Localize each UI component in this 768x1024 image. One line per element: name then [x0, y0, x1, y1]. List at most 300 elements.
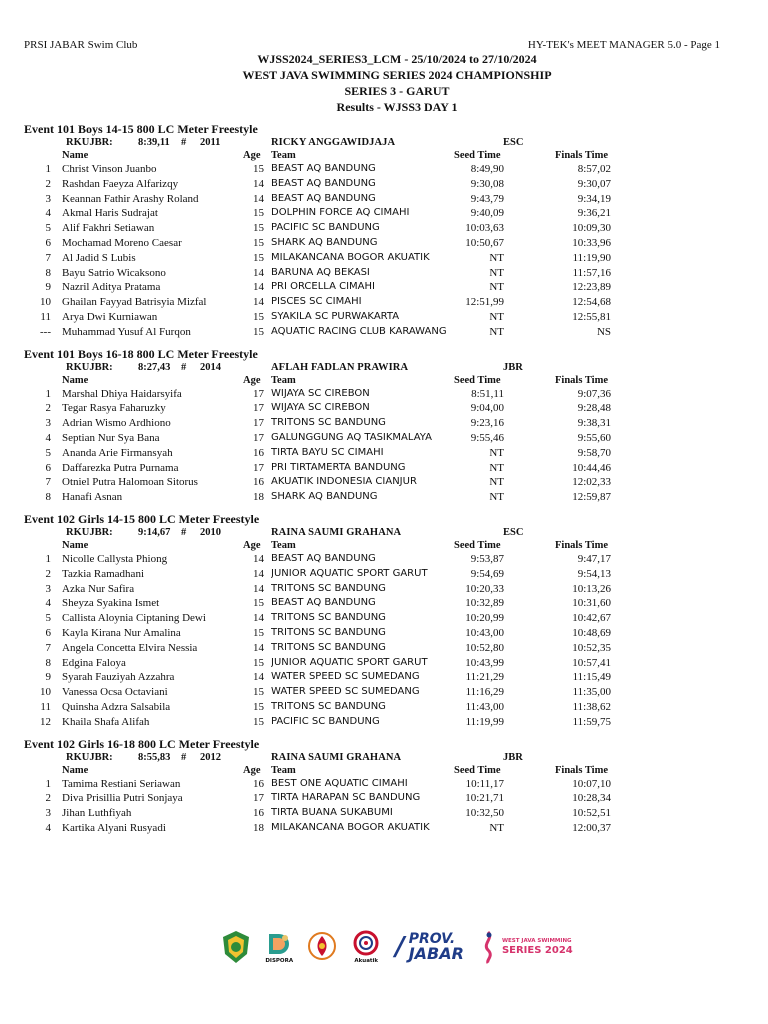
age: 15: [253, 597, 264, 610]
record-holder: RAINA SAUMI GRAHANA: [271, 751, 402, 763]
team: BEAST AQ BANDUNG: [271, 597, 376, 609]
place: 9: [45, 281, 51, 294]
result-row: [0, 612, 768, 627]
record-time: 8:39,11: [138, 137, 170, 148]
seed-time: 10:03,63: [465, 222, 504, 235]
swimmer-name: Jihan Luthfiyah: [62, 807, 132, 820]
result-row: [0, 671, 768, 686]
swimmer-name: Tegar Rasya Faharuzky: [62, 402, 166, 415]
prov-jabar-logo: [395, 932, 464, 962]
seed-time: NT: [489, 446, 504, 459]
swimmer-name: Nazril Aditya Pratama: [62, 281, 161, 294]
place: 2: [45, 567, 51, 580]
finals-time: 12:59,87: [572, 491, 611, 504]
swimmer-name: Christ Vinson Juanbo: [62, 163, 157, 175]
team-header: Team: [271, 150, 296, 161]
event-title: Event 102 Girls 16-18 800 LC Meter Freestyle: [24, 736, 260, 751]
age: 15: [253, 700, 264, 713]
place: 6: [45, 236, 51, 249]
team: GALUNGGUNG AQ TASIKMALAYA: [271, 431, 432, 443]
swimmer-name: Akmal Haris Sudrajat: [62, 207, 158, 220]
record-time: 8:27,43: [138, 361, 171, 373]
finals-time: 9:07,36: [577, 387, 611, 400]
place: 4: [45, 431, 51, 444]
age: 17: [253, 431, 264, 444]
finals-time: 9:36,21: [577, 207, 611, 220]
team: MILAKANCANA BOGOR AKUATIK: [271, 251, 430, 263]
seed-time: 9:43,79: [470, 192, 504, 205]
akuatik-indonesia-logo: [351, 930, 381, 964]
age-header: Age: [243, 374, 261, 386]
finals-time: 11:15,49: [572, 671, 611, 684]
result-row: [0, 491, 768, 506]
finals-time: 10:44,46: [572, 461, 611, 474]
finals-time: 9:38,31: [577, 417, 611, 430]
record-year: 2014: [200, 361, 221, 373]
seed-time: 9:40,09: [470, 207, 504, 220]
place: 3: [45, 582, 51, 595]
result-row: [0, 716, 768, 731]
team-header: Team: [271, 764, 296, 776]
record-club: ESC: [503, 137, 524, 148]
result-row: [0, 553, 768, 568]
team: JUNIOR AQUATIC SPORT GARUT: [271, 656, 428, 668]
record-club: JBR: [503, 751, 523, 763]
name-header: Name: [62, 150, 89, 161]
team: TRITONS SC BANDUNG: [271, 626, 386, 638]
team: SHARK AQ BANDUNG: [271, 491, 378, 503]
record-time: 8:55,83: [138, 751, 171, 763]
record-label: RKUJBR:: [66, 526, 113, 538]
age: 15: [253, 656, 264, 669]
team: BEST ONE AQUATIC CIMAHI: [271, 777, 408, 789]
seed-time: 11:43,00: [465, 700, 504, 713]
record-row: [0, 137, 768, 150]
swimmer-name: Arya Dwi Kurniawan: [62, 310, 158, 323]
jabar-provincial-emblem: [307, 931, 337, 963]
seed-time: 10:32,89: [465, 597, 504, 610]
age: 15: [253, 163, 264, 175]
record-time: 9:14,67: [138, 526, 171, 538]
swimmer-name: Nicolle Callysta Phiong: [62, 552, 168, 565]
place: 3: [45, 192, 51, 205]
event-block: [0, 121, 768, 341]
swimmer-name: Mochamad Moreno Caesar: [62, 236, 182, 249]
results-title: Results - WJSS3 DAY 1: [336, 100, 458, 114]
team: JUNIOR AQUATIC SPORT GARUT: [271, 567, 428, 579]
result-row: [0, 296, 768, 311]
team: BEAST AQ BANDUNG: [271, 177, 376, 189]
seed-time: 11:21,29: [465, 671, 504, 684]
swimmer-name: Azka Nur Safira: [62, 582, 135, 595]
result-row: [0, 311, 768, 326]
place: 3: [45, 807, 51, 820]
swimmer-name: Bayu Satrio Wicaksono: [62, 266, 166, 279]
age: 14: [253, 567, 264, 580]
team: TRITONS SC BANDUNG: [271, 700, 386, 712]
event-block: [0, 511, 768, 731]
finals-time: 11:57,16: [572, 266, 611, 279]
team: TRITONS SC BANDUNG: [271, 612, 386, 624]
seed-time: 12:51,99: [465, 296, 504, 309]
swimmer-name: Khaila Shafa Alifah: [62, 715, 150, 728]
result-row: [0, 792, 768, 807]
place: 3: [45, 417, 51, 430]
seed-time: NT: [489, 491, 504, 504]
place: 11: [40, 700, 51, 713]
seed-time: 9:54,69: [470, 567, 504, 580]
event-block: [0, 346, 768, 506]
record-row: [0, 752, 768, 765]
team: WATER SPEED SC SUMEDANG: [271, 671, 420, 683]
series-2024-logo: [478, 930, 573, 964]
finals-time: 8:57,02: [577, 163, 611, 175]
team-header: Team: [271, 539, 296, 551]
age: 16: [253, 777, 264, 790]
age: 17: [253, 461, 264, 474]
swimmer-name: Alif Fakhri Setiawan: [62, 222, 155, 235]
finals-time: 9:55,60: [577, 431, 611, 444]
result-row: [0, 207, 768, 222]
slash-mark-icon: /: [395, 932, 405, 962]
team: AQUATIC RACING CLUB KARAWANG: [271, 325, 447, 337]
seed-time: 11:19,99: [465, 715, 504, 728]
result-row: [0, 822, 768, 837]
record-row: [0, 362, 768, 375]
seed-time: NT: [489, 476, 504, 489]
result-row: [0, 657, 768, 672]
record-year: 2010: [200, 526, 221, 538]
seed-time: 10:43,99: [465, 656, 504, 669]
jabar-label: JABAR: [408, 944, 464, 963]
finals-time: 12:23,89: [572, 281, 611, 294]
finals-time: NS: [596, 325, 611, 338]
swimmer-name: Tazkia Ramadhani: [62, 567, 145, 580]
result-row: [0, 326, 768, 341]
column-headers: [0, 150, 768, 163]
finals-time-header: Finals Time: [555, 374, 608, 386]
place: 4: [45, 597, 51, 610]
record-year: 2011: [200, 137, 221, 148]
finals-time: 10:28,34: [572, 792, 611, 805]
team: TIRTA BAYU SC CIMAHI: [271, 446, 384, 458]
team: SYAKILA SC PURWAKARTA: [271, 310, 400, 322]
record-holder: RICKY ANGGAWIDJAJA: [271, 137, 396, 148]
result-row: [0, 237, 768, 252]
age-header: Age: [243, 764, 261, 776]
swimmer-name: Marshal Dhiya Haidarsyifa: [62, 387, 182, 400]
age: 15: [253, 236, 264, 249]
finals-time: 12:00,37: [572, 821, 611, 834]
place: 12: [40, 715, 51, 728]
age: 14: [253, 641, 264, 654]
dispora-caption: DISPORA: [265, 958, 294, 964]
record-club: ESC: [503, 526, 524, 538]
finals-time: 10:52,35: [572, 641, 611, 654]
team: TIRTA HARAPAN SC BANDUNG: [271, 792, 421, 804]
swimmer-name: Kayla Kirana Nur Amalina: [62, 626, 181, 639]
finals-time: 9:58,70: [577, 446, 611, 459]
series-title: SERIES 3 - GARUT: [344, 84, 450, 98]
age: 14: [253, 281, 264, 294]
name-header: Name: [62, 764, 89, 776]
finals-time: 12:02,33: [572, 476, 611, 489]
team-header: Team: [271, 374, 296, 386]
result-row: [0, 778, 768, 793]
age: 15: [253, 207, 264, 220]
finals-time: 11:59,75: [572, 715, 611, 728]
seed-time: 9:30,08: [470, 177, 504, 190]
finals-time: 10:48,69: [572, 626, 611, 639]
championship-title: WEST JAVA SWIMMING SERIES 2024 CHAMPIONSHIP: [242, 68, 552, 82]
finals-time: 9:28,48: [577, 402, 611, 415]
seed-time: 8:49,90: [470, 163, 504, 175]
record-holder: RAINA SAUMI GRAHANA: [271, 526, 402, 538]
finals-time: 12:54,68: [572, 296, 611, 309]
swimmer-name: Sheyza Syakina Ismet: [62, 597, 160, 610]
age: 17: [253, 792, 264, 805]
place: 2: [45, 402, 51, 415]
age: 16: [253, 446, 264, 459]
seed-time-header: Seed Time: [454, 539, 501, 551]
place: 7: [45, 476, 51, 489]
place: 9: [45, 671, 51, 684]
record-label: RKUJBR:: [66, 751, 113, 763]
finals-time: 9:54,13: [577, 567, 611, 580]
seed-time: 10:50,67: [465, 236, 504, 249]
swimmer-name: Rashdan Faeyza Alfarizqy: [62, 177, 179, 190]
age: 15: [253, 222, 264, 235]
age: 15: [253, 251, 264, 264]
place: ---: [40, 325, 51, 338]
finals-time: 10:33,96: [572, 236, 611, 249]
place: 6: [45, 626, 51, 639]
swimmer-name: Daffarezka Putra Purnama: [62, 461, 179, 474]
result-row: [0, 402, 768, 417]
age: 16: [253, 807, 264, 820]
finals-time: 10:31,60: [572, 597, 611, 610]
team: BEAST AQ BANDUNG: [271, 192, 376, 204]
finals-time: 9:30,07: [577, 177, 611, 190]
seed-time: NT: [489, 281, 504, 294]
team: BEAST AQ BANDUNG: [271, 552, 376, 564]
age: 17: [253, 387, 264, 400]
age: 15: [253, 715, 264, 728]
record-hash: #: [181, 751, 187, 763]
finals-time-header: Finals Time: [555, 764, 608, 776]
age: 18: [253, 491, 264, 504]
team: TRITONS SC BANDUNG: [271, 417, 386, 429]
name-header: Name: [62, 539, 89, 551]
team: PACIFIC SC BANDUNG: [271, 715, 380, 727]
swimmer-name: Adrian Wismo Ardhiono: [62, 417, 171, 430]
seed-time: 9:23,16: [470, 417, 504, 430]
place: 5: [45, 222, 51, 235]
age: 17: [253, 417, 264, 430]
sponsor-logos: [84, 918, 710, 976]
record-hash: #: [181, 137, 187, 148]
result-row: [0, 447, 768, 462]
result-row: [0, 388, 768, 403]
team: WIJAYA SC CIREBON: [271, 387, 370, 399]
swimmer-name: Muhammad Yusuf Al Furqon: [62, 325, 191, 338]
swimmer-name: Diva Prisillia Putri Sonjaya: [62, 792, 183, 805]
result-row: [0, 597, 768, 612]
meet-title: WJSS2024_SERIES3_LCM - 25/10/2024 to 27/10/2024: [257, 52, 537, 66]
akuatik-caption: Akuatik: [354, 958, 379, 964]
result-row: [0, 476, 768, 491]
finals-time: 10:57,41: [572, 656, 611, 669]
seed-time: NT: [489, 251, 504, 264]
record-hash: #: [181, 361, 187, 373]
results-list: [0, 121, 768, 842]
result-row: [0, 178, 768, 193]
record-hash: #: [181, 526, 187, 538]
seed-time-header: Seed Time: [454, 764, 501, 776]
series-small-text: WEST JAVA SWIMMING: [501, 938, 572, 945]
team: PRI ORCELLA CIMAHI: [271, 281, 375, 293]
west-java-emblem: [221, 930, 251, 964]
series-big-text: SERIES 2024: [501, 944, 573, 956]
team: SHARK AQ BANDUNG: [271, 236, 378, 248]
seed-time: 10:32,50: [465, 807, 504, 820]
place: 10: [40, 296, 51, 309]
seed-time: NT: [489, 821, 504, 834]
swimmer-name: Kartika Alyani Rusyadi: [62, 821, 166, 834]
result-row: [0, 163, 768, 178]
place: 7: [45, 641, 51, 654]
team: PACIFIC SC BANDUNG: [271, 222, 380, 234]
age: 15: [253, 310, 264, 323]
team: BEAST AQ BANDUNG: [271, 163, 376, 174]
dispora-logo: [265, 930, 293, 964]
place: 1: [45, 387, 51, 400]
seed-time: 9:04,00: [470, 402, 504, 415]
swimmer-name: Vanessa Ocsa Octaviani: [62, 686, 168, 699]
swimmer-name: Edgina Faloya: [62, 656, 126, 669]
seed-time: 8:51,11: [471, 387, 504, 400]
seed-time: 10:20,33: [465, 582, 504, 595]
place: 2: [45, 177, 51, 190]
team: WIJAYA SC CIREBON: [271, 402, 370, 414]
column-headers: [0, 375, 768, 388]
age-header: Age: [243, 539, 261, 551]
seed-time: 11:16,29: [465, 686, 504, 699]
result-row: [0, 417, 768, 432]
seed-time: 10:21,71: [465, 792, 504, 805]
finals-time: 10:13,26: [572, 582, 611, 595]
team: TRITONS SC BANDUNG: [271, 582, 386, 594]
seed-time: 10:43,00: [465, 626, 504, 639]
swimmer-name: Tamima Restiani Seriawan: [62, 777, 181, 790]
place: 4: [45, 207, 51, 220]
finals-time: 10:07,10: [572, 777, 611, 790]
swimmer-name: Keannan Fathir Arashy Roland: [62, 192, 199, 205]
seed-time: 9:53,87: [470, 552, 504, 565]
result-row: [0, 252, 768, 267]
result-row: [0, 807, 768, 822]
club-name: PRSI JABAR Swim Club: [24, 39, 138, 51]
swimmer-name: Hanafi Asnan: [62, 491, 123, 504]
age: 14: [253, 177, 264, 190]
result-row: [0, 627, 768, 642]
age: 14: [253, 612, 264, 625]
event-title: Event 101 Boys 16-18 800 LC Meter Freestyle: [24, 346, 258, 361]
place: 1: [45, 163, 51, 175]
place: 7: [45, 251, 51, 264]
place: 8: [45, 266, 51, 279]
record-label: RKUJBR:: [66, 361, 113, 373]
column-headers: [0, 765, 768, 778]
finals-time: 10:52,51: [572, 807, 611, 820]
swimmer-name: Otniel Putra Halomoan Sitorus: [62, 476, 198, 489]
team: PISCES SC CIMAHI: [271, 296, 362, 308]
swimmer-name: Angela Concetta Elvira Nessia: [62, 641, 198, 654]
age: 14: [253, 266, 264, 279]
result-row: [0, 462, 768, 477]
seed-time: 9:55,46: [470, 431, 504, 444]
age: 15: [253, 325, 264, 338]
place: 5: [45, 612, 51, 625]
place: 5: [45, 446, 51, 459]
team: AKUATIK INDONESIA CIANJUR: [271, 476, 417, 488]
place: 1: [45, 552, 51, 565]
team: DOLPHIN FORCE AQ CIMAHI: [271, 207, 410, 219]
record-holder: AFLAH FADLAN PRAWIRA: [271, 361, 409, 373]
team: MILAKANCANA BOGOR AKUATIK: [271, 821, 430, 833]
age: 15: [253, 626, 264, 639]
age: 15: [253, 686, 264, 699]
finals-time: 12:55,81: [572, 310, 611, 323]
event-title: Event 102 Girls 14-15 800 LC Meter Freestyle: [24, 511, 260, 526]
prov-label: PROV.: [408, 931, 456, 947]
result-row: [0, 583, 768, 598]
finals-time: 9:34,19: [577, 192, 611, 205]
team: BARUNA AQ BEKASI: [271, 266, 370, 278]
column-headers: [0, 540, 768, 553]
place: 8: [45, 491, 51, 504]
team: PRI TIRTAMERTA BANDUNG: [271, 461, 406, 473]
seed-time: NT: [489, 461, 504, 474]
seed-time: NT: [489, 325, 504, 338]
seed-time: 10:52,80: [465, 641, 504, 654]
result-row: [0, 281, 768, 296]
swimmer-name: Callista Aloynia Ciptaning Dewi: [62, 612, 206, 625]
result-row: [0, 193, 768, 208]
finals-time: 11:38,62: [572, 700, 611, 713]
age: 14: [253, 582, 264, 595]
age: 14: [253, 552, 264, 565]
result-row: [0, 701, 768, 716]
result-row: [0, 642, 768, 657]
finals-time-header: Finals Time: [555, 539, 608, 551]
age: 17: [253, 402, 264, 415]
place: 4: [45, 821, 51, 834]
age: 14: [253, 671, 264, 684]
seed-time-header: Seed Time: [454, 374, 501, 386]
result-row: [0, 432, 768, 447]
seed-time: 10:11,17: [465, 777, 504, 790]
seed-time-header: Seed Time: [454, 150, 501, 161]
place: 11: [40, 310, 51, 323]
seed-time: 10:20,99: [465, 612, 504, 625]
record-label: RKUJBR:: [66, 137, 113, 148]
finals-time: 10:42,67: [572, 612, 611, 625]
age-header: Age: [243, 150, 261, 161]
record-year: 2012: [200, 751, 221, 763]
finals-time: 11:19,90: [572, 251, 611, 264]
age: 16: [253, 476, 264, 489]
